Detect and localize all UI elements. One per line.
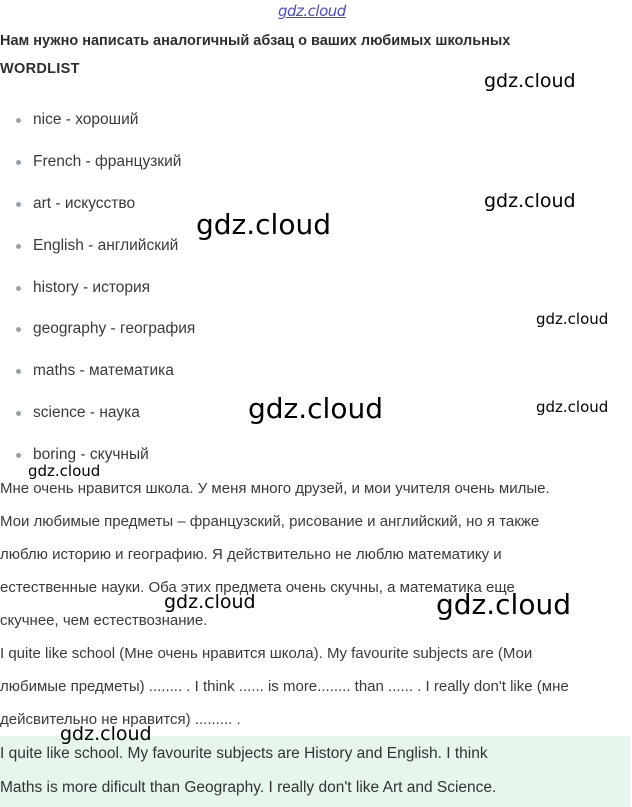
watermark: gdz.cloud [484, 190, 576, 212]
paragraph-line: Мне очень нравится школа. У меня много друзей, и мои учителя очень милые. [0, 480, 550, 497]
list-item [0, 142, 195, 184]
list-item [0, 309, 195, 351]
word-label: nice - хороший [33, 111, 139, 128]
wordlist [0, 100, 195, 477]
answer-paragraph [0, 736, 630, 807]
paragraph-line: естественные науки. Оба этих предмета очень скучны, а математика еще [0, 579, 515, 596]
word-label: history - история [33, 278, 151, 296]
paragraph-line: люблю историю и географию. Я действительно не люблю математику и [0, 546, 502, 563]
word-label: geography - география [33, 320, 196, 338]
word-label: science - наука [33, 404, 140, 422]
bullet-icon [16, 244, 21, 249]
watermark-link[interactable]: gdz.cloud [278, 2, 346, 20]
bullet-icon [16, 118, 21, 123]
watermark: gdz.cloud [536, 310, 609, 328]
watermark: gdz.cloud [196, 208, 331, 241]
list-item [0, 184, 195, 226]
watermark: gdz.cloud [536, 398, 609, 416]
bullet-icon [16, 286, 21, 291]
list-item [0, 100, 195, 142]
wordlist-heading: WORDLIST [0, 61, 80, 77]
paragraph-line: скучнее, чем естествознание. [0, 612, 208, 629]
word-label: English - английский [33, 236, 179, 254]
answer-line: I quite like school. My favourite subjects are History and English. I think [0, 745, 488, 762]
paragraph-line: дейсвительно не нравится) ......... . [0, 711, 241, 728]
bullet-icon [16, 369, 21, 374]
watermark: gdz.cloud [484, 70, 576, 92]
bullet-icon [16, 160, 21, 165]
word-label: art - искусство [33, 194, 136, 212]
word-label: boring - скучный [33, 446, 149, 464]
template-paragraph [0, 637, 630, 736]
bullet-icon [16, 202, 21, 207]
list-item [0, 393, 195, 435]
bullet-icon [16, 327, 21, 332]
list-item [0, 226, 195, 268]
word-label: maths - математика [33, 362, 174, 380]
bullet-icon [16, 411, 21, 416]
list-item [0, 268, 195, 310]
word-label: French - французкий [33, 152, 182, 170]
watermark: gdz.cloud [28, 462, 101, 480]
list-item [0, 351, 195, 393]
watermark: gdz.cloud [248, 392, 383, 425]
watermark: gdz.cloud [436, 588, 571, 621]
bullet-icon [16, 453, 21, 458]
watermark: gdz.cloud [164, 591, 256, 613]
paragraph-line: I quite like school (Мне очень нравится школа). My favourite subjects are (Мои [0, 645, 533, 662]
paragraph-line: Мои любимые предметы – французский, рисование и английский, но я также [0, 513, 540, 530]
answer-line: Maths is more dificult than Geography. I really don't like Art and Science. [0, 779, 497, 796]
task-text: Нам нужно написать аналогичный абзац о ваших любимых школьных [0, 33, 511, 49]
watermark: gdz.cloud [60, 723, 152, 745]
paragraph-line: любимые предметы) ........ . I think ...... is more........ than ...... . I really don't like (мне [0, 678, 569, 695]
